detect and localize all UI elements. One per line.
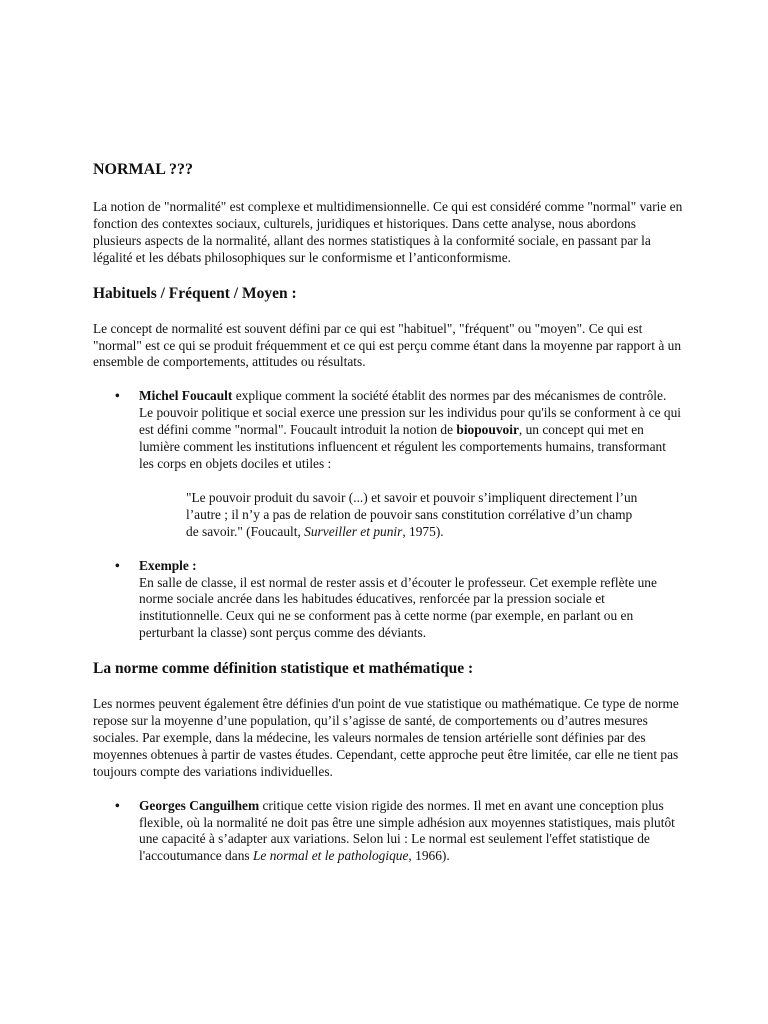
document-page bbox=[93, 160, 683, 865]
bullet-icon: • bbox=[115, 388, 120, 404]
author-name: Michel Foucault bbox=[139, 388, 233, 404]
list-item-foucault bbox=[93, 388, 683, 473]
term-biopouvoir: biopouvoir bbox=[456, 422, 519, 438]
quote-work-title: Surveiller et punir bbox=[304, 523, 403, 539]
section-heading-habituels: Habituels / Fréquent / Moyen : bbox=[93, 284, 297, 302]
foucault-text: explique comment la société établit des normes par des mécanismes de contrôle. Le pouvoir politique et social exerce une pression sur les individus pour qu'ils se conforment à ce qui est défini comme "normal". Foucault introduit la notion de bbox=[139, 388, 681, 438]
canguilhem-work-title: Le normal et le pathologique bbox=[252, 848, 409, 864]
canguilhem-text: critique cette vision rigide des normes. Il met en avant une conception plus flexible, où la normalité ne doit pas être une simple adhésion aux moyennes statistiques, mais plutôt une capacité à s’adapter aux variations. Selon lui : Le normal est seulement l'effet statistique de l'accoutumance dans bbox=[139, 797, 675, 864]
quote-text: "Le pouvoir produit du savoir (...) et savoir et pouvoir s’impliquent directement l’un l’autre ; il n’y a pas de relation de pouvoir sans constitution corrélative d’un champ de savoir." (Foucault, bbox=[186, 489, 638, 539]
example-list bbox=[93, 558, 683, 643]
list-item-example bbox=[93, 558, 683, 643]
section2-paragraph: Les normes peuvent également être définies d'un point de vue statistique ou mathématique. Ce type de norme repose sur la moyenne d’une population, qu’il s’agisse de santé, de comportements ou d’autres mesures sociales. Par exemple, dans la médecine, les valeurs normales de tension artérielle sont définies par des moyennes obtenues à partir de vastes études. Cependant, cette approche peut être limitée, car elle ne tient pas toujours compte des variations individuelles. bbox=[93, 696, 679, 779]
document-title: NORMAL ??? bbox=[93, 161, 193, 178]
bullet-icon: • bbox=[115, 797, 120, 813]
bullet-icon: • bbox=[115, 557, 120, 573]
example-text: En salle de classe, il est normal de rester assis et d’écouter le professeur. Cet exemple reflète une norme sociale ancrée dans les habitudes éducatives, renforcée par la pression sociale et institutionnelle. Ceux qui ne se conforment pas à cette norme (par exemple, en parlant ou en perturbant la classe) sont perçus comme des déviants. bbox=[139, 574, 657, 641]
list-item-canguilhem bbox=[93, 798, 683, 866]
foucault-quote bbox=[93, 490, 683, 541]
canguilhem-end: , 1966). bbox=[408, 848, 450, 864]
section1-paragraph: Le concept de normalité est souvent défini par ce qui est "habituel", "fréquent" ou "moyen". Ce qui est "normal" est ce qui se produit fréquemment et ce qui est perçu comme étant dans la moyenne par rapport à un ensemble de comportements, attitudes ou résultats. bbox=[93, 320, 682, 370]
author-name: Georges Canguilhem bbox=[139, 797, 260, 813]
example-label: Exemple : bbox=[139, 557, 197, 573]
intro-paragraph: La notion de "normalité" est complexe et multidimensionnelle. Ce qui est considéré comme "normal" varie en fonction des contextes sociaux, culturels, juridiques et historiques. Dans cette analyse, nous abordons plusieurs aspects de la normalité, allant des normes statistiques à la conformité sociale, en passant par la légalité et les débats philosophiques sur le conformisme et l’anticonformisme. bbox=[93, 199, 683, 265]
quote-end: , 1975). bbox=[402, 523, 444, 539]
section2-list bbox=[93, 798, 683, 866]
foucault-text-end: , un concept qui met en lumière comment les institutions influencent et régulent les comportements humains, transformant les corps en objets dociles et utiles : bbox=[139, 422, 666, 471]
section1-list bbox=[93, 388, 683, 473]
section-heading-statistique: La norme comme définition statistique et mathématique : bbox=[93, 660, 474, 678]
